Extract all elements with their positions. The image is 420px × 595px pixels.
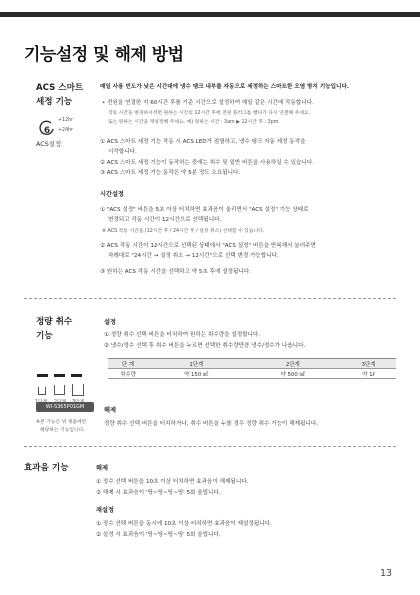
acs-bullet: • 전원을 연결한 지 60시간 후를 기준 시간으로 설정하여 매일 같은 시간에 작동합니다. — [102, 100, 314, 106]
small-cup-icon — [38, 387, 46, 395]
table-header-cell: 단 계 — [108, 359, 148, 369]
acs-intro: 매일 사용 빈도가 낮은 시간대에 냉수 탱크 내부를 자동으로 세정하는 스마트한 오염 방지 기능입니다. — [100, 84, 349, 90]
model-note-1: ※본 기능은 위 제품에만 — [36, 420, 87, 425]
section-divider — [24, 446, 396, 447]
time-step-3: ③ 원하는 ACS 작동 시간을 선택하고 약 5초 후에 설정됩니다. — [100, 269, 252, 275]
time-step-1a: ① "ACS 설정" 버튼을 5초 이상 터치하면 효과음이 울리면서 "ACS 설정" 기능 상태로 — [100, 207, 309, 213]
fixed-heading-line1: 정량 취수 — [36, 317, 73, 327]
sound-release-step-1: ① 정수 선택 버튼을 10초 이상 터치하면 효과음이 해제됩니다. — [96, 479, 249, 485]
acs-step-1a: ① ACS 스마트 세정 기능 작동 시 ACS LED가 점멸하고, 냉수 탱크 자동 세정 동작을 — [100, 139, 306, 145]
sound-heading: 효과음 기능 — [24, 463, 69, 473]
large-cup-icon — [72, 384, 84, 396]
fixed-heading-line2: 기능 — [36, 331, 53, 341]
time-step-2b: 차례대로 "24시간 → 설정 취소 → 12시간"으로 선택 변경 가능합니다. — [108, 253, 279, 259]
fixed-setting-heading: 설정 — [104, 319, 116, 326]
acs-heading-line1: ACS 스마트 — [36, 83, 84, 93]
table-cell: 약 500 ㎖ — [245, 369, 342, 379]
table-header-cell: 1단계 — [148, 359, 245, 369]
acs-heading-line2: 세정 기능 — [36, 97, 73, 107]
table-row — [108, 369, 396, 379]
acs-step-3: ③ ACS 스마트 세정 기능 동작은 약 5분 정도 소요됩니다. — [100, 170, 241, 176]
table-header-cell: 3단계 — [341, 359, 396, 369]
sound-release-step-2: ② 해제 시 효과음이 '띵~띵~띵~띵' 5회 울립니다. — [96, 490, 221, 496]
acs-icon — [38, 118, 56, 140]
acs-bullet-sub-2: 또는 원하는 시간을 재설정해 주세요. 예) 원하는 시간 : 3am ▶ 12시간 후 : 3pm — [108, 120, 279, 125]
time-heading: 시간설정 — [100, 191, 124, 198]
level-bar-icon — [54, 374, 65, 377]
model-badge: WI-S365P01GM — [36, 402, 94, 412]
time-step-1b: 변경되고 작동 시간이 12시간으로 선택됩니다. — [108, 217, 222, 223]
fixed-setting-step-2: ② 냉수/정수 선택 후 취수 버튼을 누르면 선택한 취수량만큼 냉수/정수가 나옵니다. — [104, 343, 306, 349]
acs-icon-caption: ACS설정 — [36, 140, 62, 148]
svg-text:6: 6 — [43, 126, 51, 136]
level-bar-icon — [37, 374, 48, 377]
fixed-setting-step-1: ① 정량 취수 선택 버튼을 터치하여 원하는 취수량을 설정합니다. — [104, 332, 261, 338]
table-header-cell: 2단계 — [245, 359, 342, 369]
table-cell: 약 150 ㎖ — [148, 369, 245, 379]
page-title: 기능설정 및 해제 방법 — [24, 45, 184, 65]
time-note: ※ ACS 작동 시간을 (12시간 후 / 24시간 후 / 설정 취소) 선택할 수 있습니다. — [102, 229, 265, 234]
header-bar — [0, 12, 420, 17]
section-divider — [24, 298, 396, 299]
volume-table — [108, 358, 396, 379]
fixed-release-text: 정량 취수 선택 버튼을 터치하거나, 취수 버튼을 누를 경우 정량 취수 기능이 해제됩니다. — [104, 421, 319, 427]
fixed-release-heading: 해제 — [104, 407, 116, 414]
table-cell: 약 1ℓ — [341, 369, 396, 379]
sound-reset-heading: 재설정 — [96, 507, 114, 514]
table-header-row — [108, 359, 396, 369]
medium-cup-icon — [54, 385, 65, 395]
acs-icon-12hr: +12hr — [58, 118, 74, 123]
acs-step-2: ② ACS 스마트 세정 기능이 동작하는 중에는 취수 및 일반 버튼을 사용하실 수 있습니다. — [100, 160, 315, 166]
page-number: 13 — [380, 568, 393, 579]
sound-reset-step-1: ① 정수 선택 버튼을 동시에 10초 이상 터치하면 효과음이 재설정됩니다. — [96, 521, 272, 527]
acs-icon-24hr: +24hr — [58, 128, 74, 133]
table-cell: 취수량 — [108, 369, 148, 379]
sound-reset-step-2: ② 설정 시 효과음이 '띵~띵~띵~띵' 5회 울립니다. — [96, 532, 221, 538]
acs-step-1b: 시작합니다. — [108, 149, 137, 155]
level-bar-icon — [71, 374, 82, 377]
model-note-2: 해당하는 기능입니다. — [40, 428, 85, 433]
acs-bullet-sub-1: 작동 시간을 변경하시려면 원하는 시간의 12시간 후에 전원 플러그를 뺐다가 다시 연결해 주세요. — [108, 111, 311, 116]
sound-release-heading: 해제 — [96, 465, 108, 472]
time-step-2a: ② ACS 작동 시간이 12시간으로 선택된 상태에서 "ACS 설정" 버튼을 반복해서 눌러주면 — [100, 243, 316, 249]
